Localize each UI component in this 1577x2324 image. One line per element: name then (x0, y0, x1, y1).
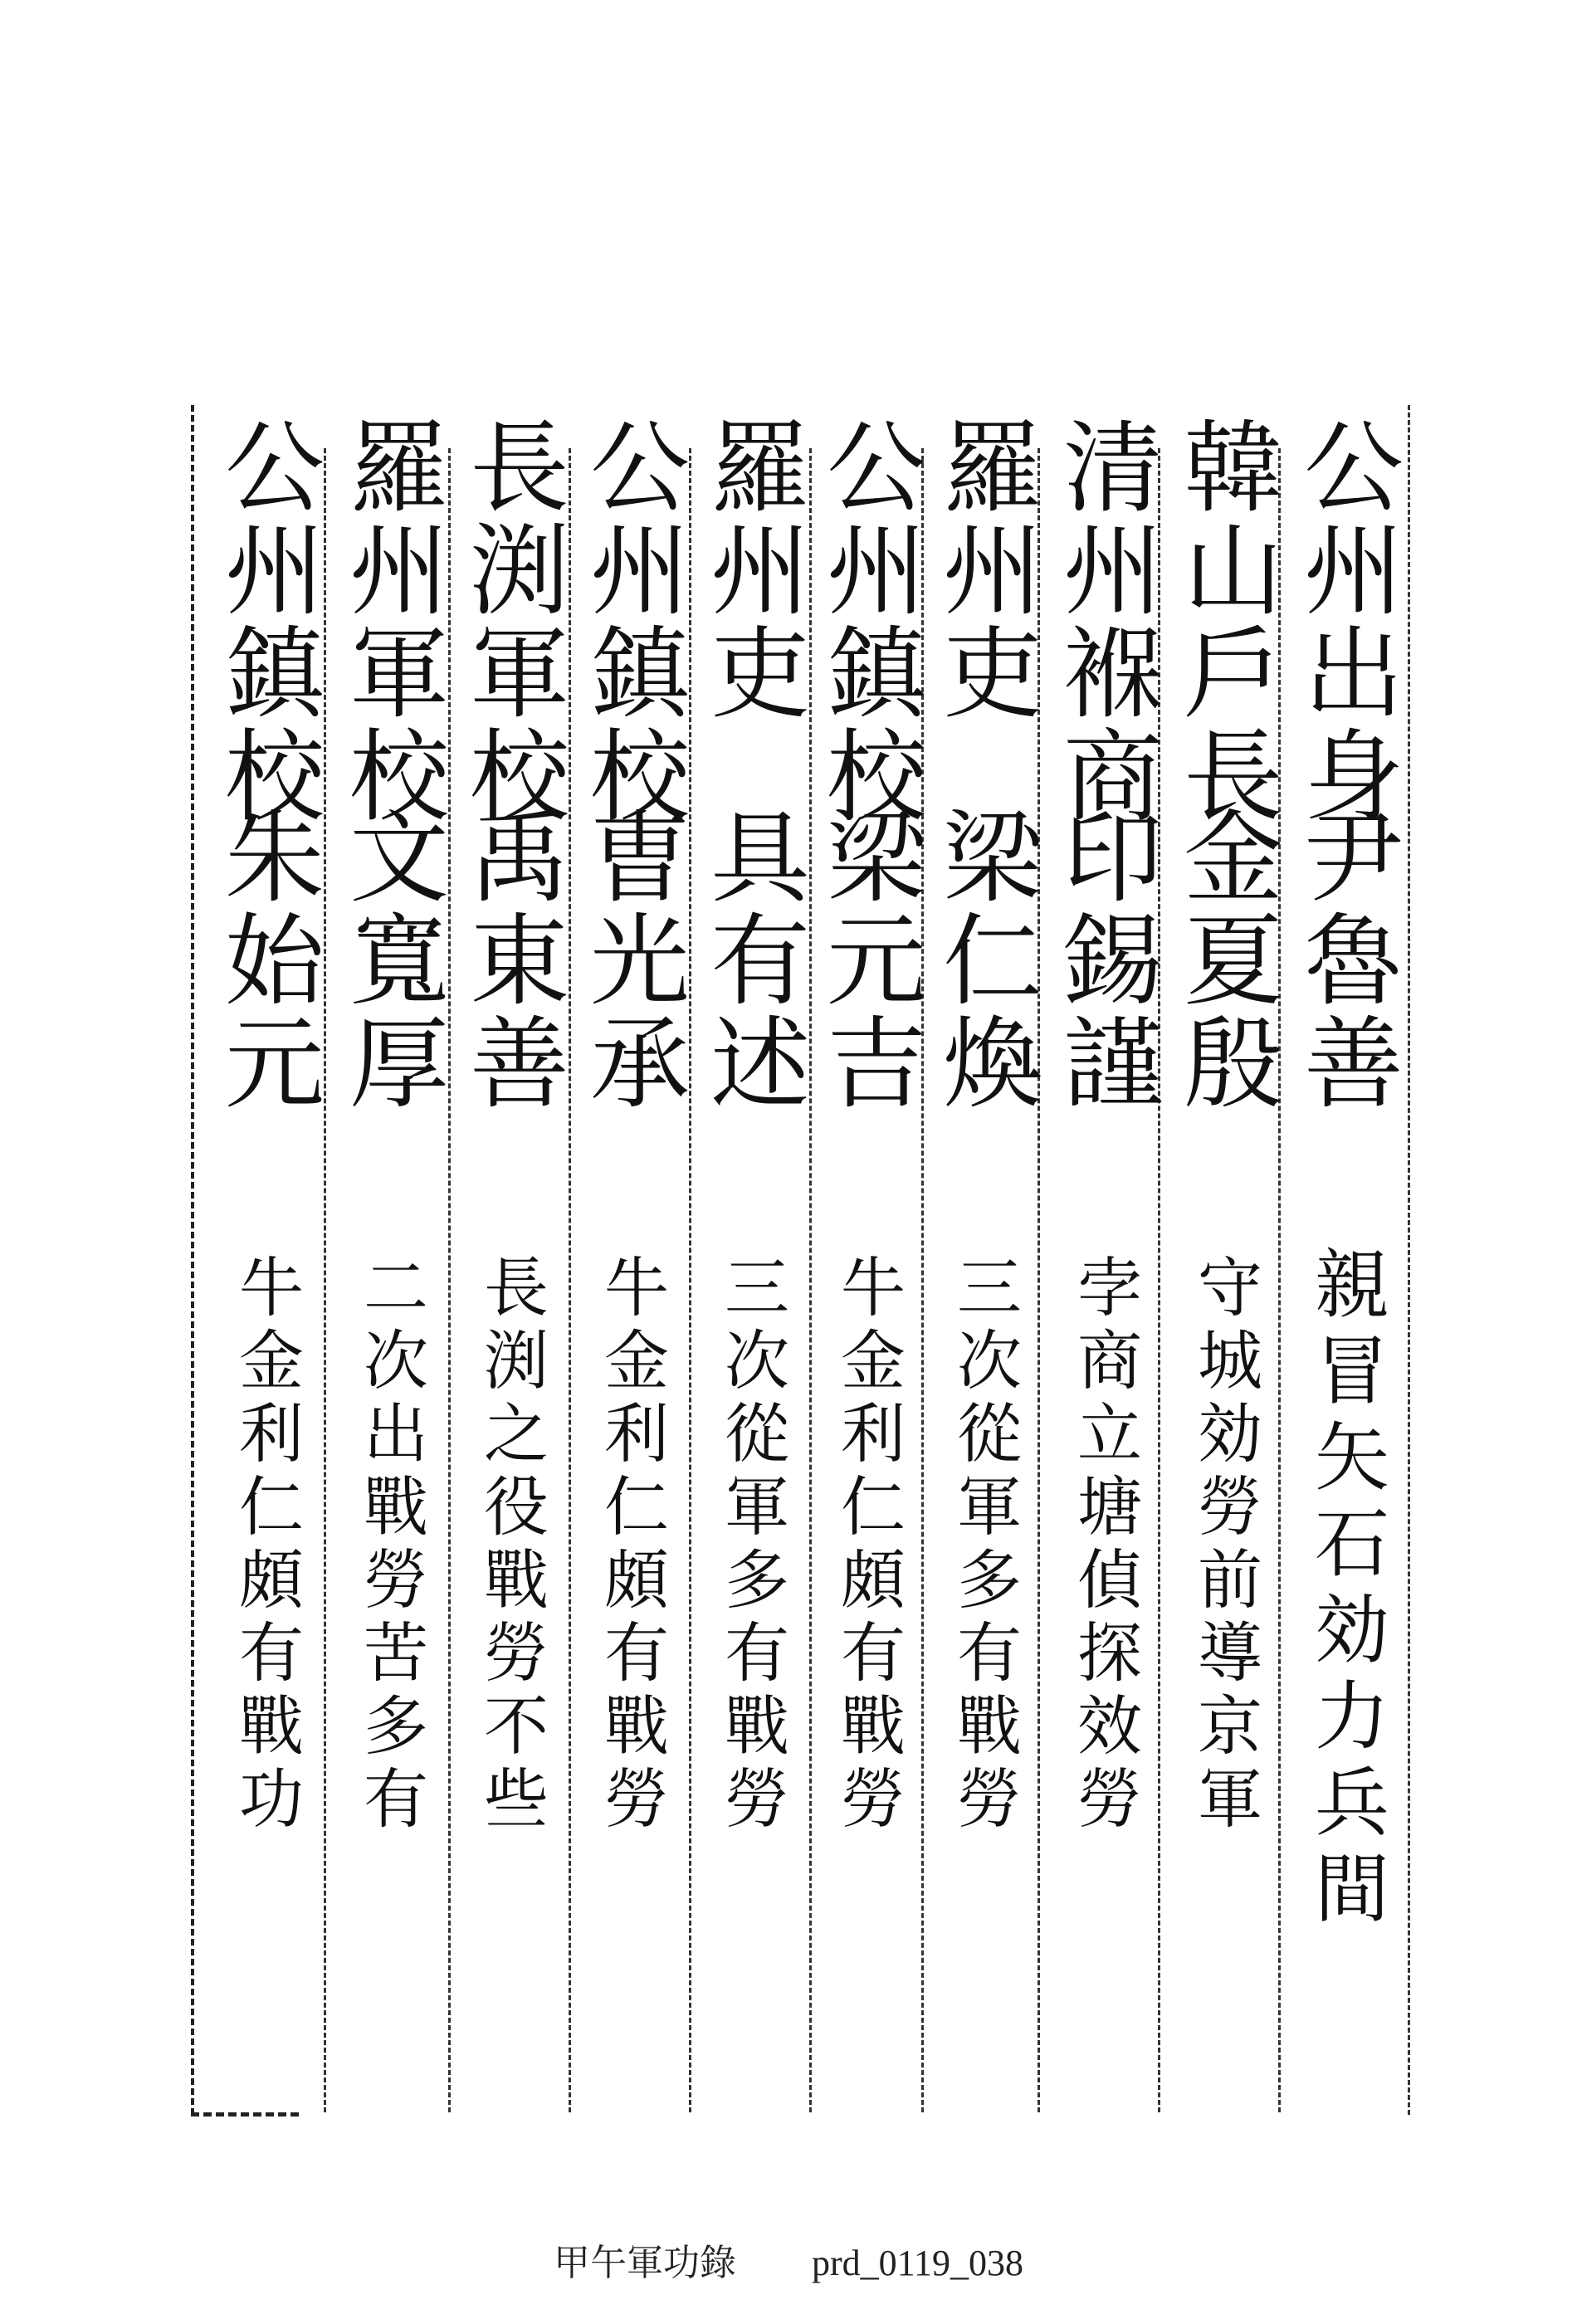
entry-deed: 牛金利仁頗有戰功 (228, 1253, 303, 1838)
entry-deed: 牛金利仁頗有戰勞 (593, 1253, 668, 1838)
entry-column (1042, 415, 1166, 2108)
entry-deed: 三次從軍多有戰勞 (946, 1253, 1021, 1838)
entry-column (569, 415, 693, 2108)
page-footer (0, 2233, 1577, 2286)
entry-name: 梁仁煥 (926, 805, 1042, 1114)
entry-office: 羅州軍校 (333, 415, 448, 827)
entry-office: 長渕軍校 (453, 415, 569, 827)
entry-office: 韓山戶長 (1167, 415, 1282, 827)
entry-column (328, 415, 452, 2108)
footer-title: 甲午軍功錄 (553, 2243, 736, 2283)
entry-deed: 牛金利仁頗有戰勞 (830, 1253, 905, 1838)
entry-name: 梁元吉 (810, 805, 925, 1114)
entry-column (921, 415, 1046, 2108)
entry-column (203, 415, 328, 2108)
entry-office: 羅州吏 (926, 415, 1042, 724)
entry-column (805, 415, 930, 2108)
entry-column (448, 415, 573, 2108)
entry-office: 公州出身 (1287, 415, 1403, 827)
entry-column (1282, 415, 1407, 2108)
entry-name: 禹東善 (453, 805, 569, 1114)
entry-deed: 親冒矢石効力兵間 (1301, 1245, 1389, 1936)
entry-name: 印錫謹 (1047, 805, 1162, 1114)
entry-office: 公州鎮校 (574, 415, 689, 827)
entry-name: 朱始元 (208, 805, 324, 1114)
entry-deed: 二次出戰勞苦多有 (353, 1253, 427, 1838)
entry-deed: 長渕之役戰勞不些 (473, 1253, 548, 1838)
entry-office: 羅州吏 (694, 415, 809, 724)
entry-office: 清州褓商 (1047, 415, 1162, 827)
entry-name: 金夏殷 (1167, 805, 1282, 1114)
entry-office: 公州鎮校 (208, 415, 324, 827)
entry-column (1162, 415, 1286, 2108)
entry-deed: 三次從軍多有戰勞 (714, 1253, 788, 1838)
entry-name: 曺光承 (574, 805, 689, 1114)
entry-office: 公州鎮校 (810, 415, 925, 827)
footer-page-id: prd_0119_038 (811, 2243, 1024, 2283)
entry-deed: 守城効勞前導京軍 (1187, 1253, 1262, 1838)
entry-deed: 孛商立塘偵探效勞 (1067, 1253, 1141, 1838)
frame-bottom-rule (191, 2112, 299, 2116)
entry-column (689, 415, 813, 2108)
entry-name: 具有述 (694, 805, 809, 1114)
entry-name: 文寬厚 (333, 805, 448, 1114)
entry-name: 尹魯善 (1287, 805, 1403, 1114)
